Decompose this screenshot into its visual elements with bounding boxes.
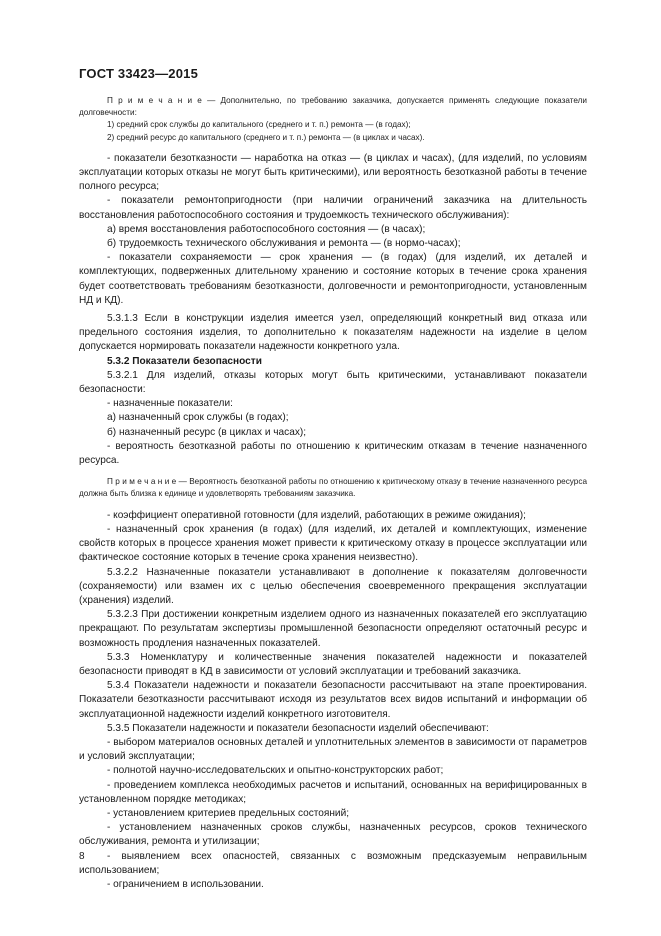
page-number: 8 [79, 851, 85, 862]
list-item: а) время восстановления работоспособного состояния — (в часах); [107, 223, 426, 235]
note-durability: П р и м е ч а н и е — Дополнительно, по требованию заказчика, допускается применять следующие показатели долговечности: [79, 96, 587, 118]
list-item: - коэффициент оперативной готовности (для изделий, работающих в режиме ожидания); [107, 509, 526, 521]
list-item: б) назначенный ресурс (в циклах и часах); [107, 426, 307, 438]
note-item: 1) средний срок службы до капитального (среднего и т. п.) ремонта — (в годах); [107, 120, 411, 130]
list-item: - выявлением всех опасностей, связанных с возможным предсказуемым неправильным использованием; [79, 850, 587, 876]
list-item: - установлением критериев предельных состояний; [107, 807, 350, 819]
list-item: а) назначенный срок службы (в годах); [107, 412, 289, 424]
note-item: 2) средний ресурс до капитального (среднего и т. п.) ремонта — (в циклах и часах). [107, 132, 425, 142]
document-body [79, 95, 587, 892]
clause-5-3-3: 5.3.3 Номенклатуру и количественные значения показателей надежности и показателей безопасности приводят в КД в зависимости от условий эксплуатации и требований заказчика. [79, 651, 587, 677]
document-header: ГОСТ 33423—2015 [79, 66, 198, 81]
list-item: - назначенные показатели: [107, 398, 233, 410]
list-item: - ограничением в использовании. [107, 878, 264, 890]
note-probability: П р и м е ч а н и е — Вероятность безотказной работы по отношению к критическому отказу в течение назначенного ресурса должна быть близка к единице и удовлетворять требованиям заказчика. [79, 477, 587, 499]
clause-5-3-5: 5.3.5 Показатели надежности и показатели безопасности изделий обеспечивают: [107, 722, 489, 734]
clause-5-3-2-1: 5.3.2.1 Для изделий, отказы которых могут быть критическими, устанавливают показатели безопасности: [79, 369, 587, 396]
clause-5-3-2-2: 5.3.2.2 Назначенные показатели устанавливают в дополнение к показателям долговечности (сохраняемости) или взамен их с целью обеспечения своевременного прекращения эксплуатации (хранения) изделий. [79, 566, 587, 606]
clause-5-3-4: 5.3.4 Показатели надежности и показатели безопасности рассчитывают на этапе проектирования. Показатели безотказности рассчитывают исходя из результатов всех видов испытаний и информации об эксплуатационной надежности изделий конкретного изготовителя. [79, 680, 587, 720]
section-title: 5.3.2 Показатели безопасности [107, 355, 262, 367]
list-item: б) трудоемкость технического обслуживания и ремонта — (в нормо-часах); [107, 238, 461, 250]
paragraph: - назначенный срок хранения (в годах) (для изделий, их деталей и комплектующих, изменение свойств которых в процессе хранения может привести к критическому отказу в процессе эксплуатации или фактическое состояние которых в течение срока хранения неизвестно). [79, 523, 587, 564]
paragraph: - вероятность безотказной работы по отношению к критическим отказам в течение назначенного ресурса. [79, 440, 587, 467]
list-item: - проведением комплекса необходимых расчетов и испытаний, основанных на верифицированных в установленном порядке методиках; [79, 779, 587, 805]
paragraph: - показатели ремонтопригодности (при наличии ограничений заказчика на длительность восстановления работоспособного состояния и трудоемкость технического обслуживания): [79, 195, 587, 221]
paragraph: - показатели сохраняемости — срок хранения — (в годах) (для изделий, их деталей и комплектующих, подверженных длительному хранению и состояние которых в течение срока хранения будет соответствовать требованиям безотказности, долговечности и ремонтопригодности, установленным НД и КД). [79, 252, 587, 306]
list-item: - установлением назначенных сроков службы, назначенных ресурсов, сроков технического обслуживания, ремонта и утилизации; [79, 822, 587, 848]
list-item: - полнотой научно-исследовательских и опытно-конструкторских работ; [107, 765, 444, 777]
clause-5-3-2-3: 5.3.2.3 При достижении конкретным изделием одного из назначенных показателей его эксплуатацию прекращают. По результатам экспертизы промышленной безопасности определяют остаточный ресурс и возможность продления назначенных показателей. [79, 609, 587, 649]
list-item: - выбором материалов основных деталей и уплотнительных элементов в зависимости от параметров и условий эксплуатации; [79, 736, 587, 763]
paragraph: - показатели безотказности — наработка на отказ — (в циклах и часах), (для изделий, по условиям эксплуатации которых отказы не могут быть критическими), или вероятность безотказной работы в течение полного ресурса; [79, 152, 587, 193]
clause-5-3-1-3: 5.3.1.3 Если в конструкции изделия имеется узел, определяющий конкретный вид отказа или предельного состояния изделия, то дополнительно к показателям надежности на изделие в целом допускается нормировать показатели надежности конкретного узла. [79, 313, 587, 353]
